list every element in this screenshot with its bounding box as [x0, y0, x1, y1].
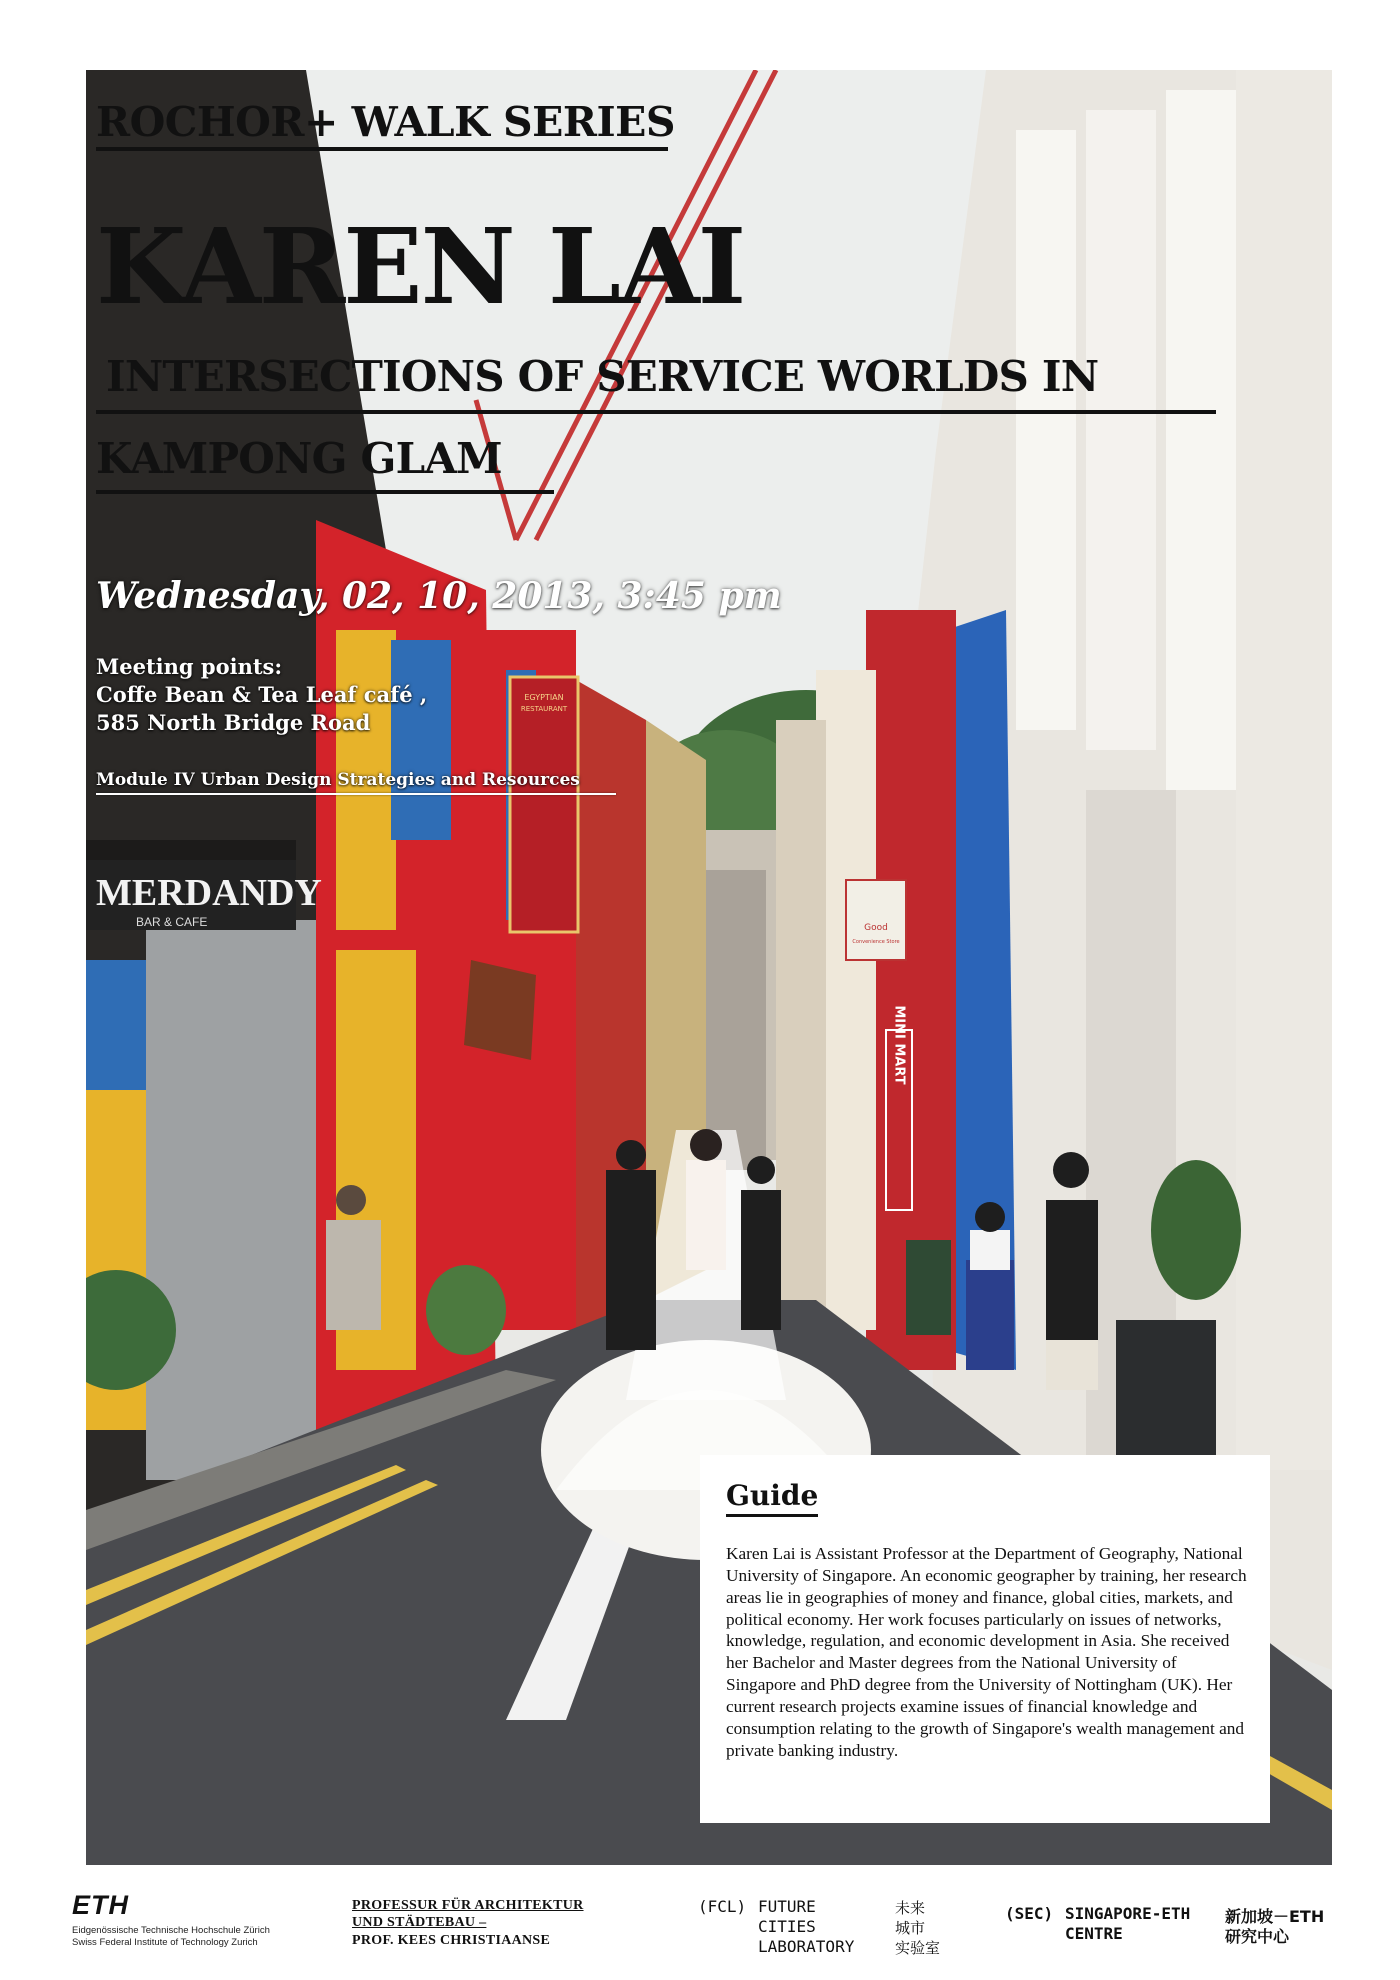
- merdandy-sign-line1: MERDANDY: [96, 872, 322, 914]
- eth-logo: ETH: [72, 1890, 129, 1920]
- egyptian-sign: [510, 677, 578, 932]
- sec-line2: CENTRE: [1065, 1924, 1123, 1943]
- meeting-points-label: Meeting points:: [96, 654, 283, 679]
- guide-heading: Guide: [726, 1481, 818, 1517]
- meeting-place: Coffe Bean & Tea Leaf café ,: [96, 682, 428, 707]
- merdandy-sign-line2: BAR & CAFE: [136, 915, 208, 929]
- module-label: Module IV Urban Design Strategies and Resources: [96, 770, 580, 790]
- module-underline: [96, 793, 616, 795]
- fcl-chinese-line2: 城市: [895, 1919, 926, 1937]
- egyptian-sign-line1: EGYPTIAN: [524, 693, 564, 702]
- talk-title-line1: INTERSECTIONS OF SERVICE WORLDS IN: [106, 352, 1099, 401]
- good-sign-line2: Convenience Store: [852, 939, 900, 945]
- sec-abbreviation: (SEC): [1005, 1904, 1054, 1923]
- fcl-line2: CITIES: [758, 1917, 816, 1936]
- sponsor-footer: [0, 1880, 1400, 1980]
- talk-title-underline-2: [96, 490, 554, 494]
- talk-title-line2: KAMPONG GLAM: [96, 434, 502, 483]
- sec-chinese-line1: 新加坡－ETH: [1225, 1907, 1325, 1926]
- professorship-line2: UND STÄDTEBAU –: [352, 1915, 487, 1930]
- eth-name-english: Swiss Federal Institute of Technology Zurich: [72, 1937, 258, 1948]
- meeting-address: 585 North Bridge Road: [96, 710, 371, 735]
- mini-mart-sign-text: MINI MART: [891, 1005, 907, 1085]
- fcl-line1: FUTURE: [758, 1897, 816, 1916]
- fcl-abbreviation: (FCL): [698, 1897, 747, 1916]
- speaker-name: KAREN LAI: [96, 205, 745, 328]
- event-date-time: Wednesday, 02, 10, 2013, 3:45 pm: [96, 575, 782, 617]
- professorship-line1: PROFESSUR FÜR ARCHITEKTUR: [352, 1898, 584, 1913]
- eth-name-german: Eidgenössische Technische Hochschule Zürich: [72, 1925, 270, 1936]
- series-title-underline: [96, 147, 668, 151]
- trash-bin: [1116, 1320, 1216, 1460]
- fcl-chinese-line3: 实验室: [895, 1939, 941, 1957]
- egyptian-sign-line2: RESTAURANT: [520, 705, 568, 713]
- good-sign-line1: Good: [864, 923, 888, 933]
- series-title: ROCHOR+ WALK SERIES: [96, 98, 676, 146]
- good-sign: [846, 880, 906, 960]
- guide-box: [700, 1455, 1270, 1823]
- sec-chinese-line2: 研究中心: [1225, 1927, 1290, 1946]
- sec-line1: SINGAPORE-ETH: [1065, 1904, 1191, 1923]
- fcl-chinese-line1: 未来: [895, 1899, 926, 1917]
- fcl-line3: LABORATORY: [758, 1937, 855, 1956]
- talk-title-underline-1: [96, 410, 1216, 414]
- professorship-line3: PROF. KEES CHRISTIAANSE: [352, 1933, 551, 1948]
- guide-bio: Karen Lai is Assistant Professor at the Department of Geography, National University of Singapore. An economic geographer by training, her research areas lie in geographies of money and finance, global cities, markets, and political economy. Her work focuses particularly on issues of networks, knowledge, regulation, and economic development in Asia. She received her Bachelor and Master degrees from the National University of Singapore and PhD degree from the University of Nottingham (UK). Her current research projects examine issues of financial knowledge and consumption relating to the growth of Singapore's wealth management and private banking industry.: [726, 1543, 1247, 1760]
